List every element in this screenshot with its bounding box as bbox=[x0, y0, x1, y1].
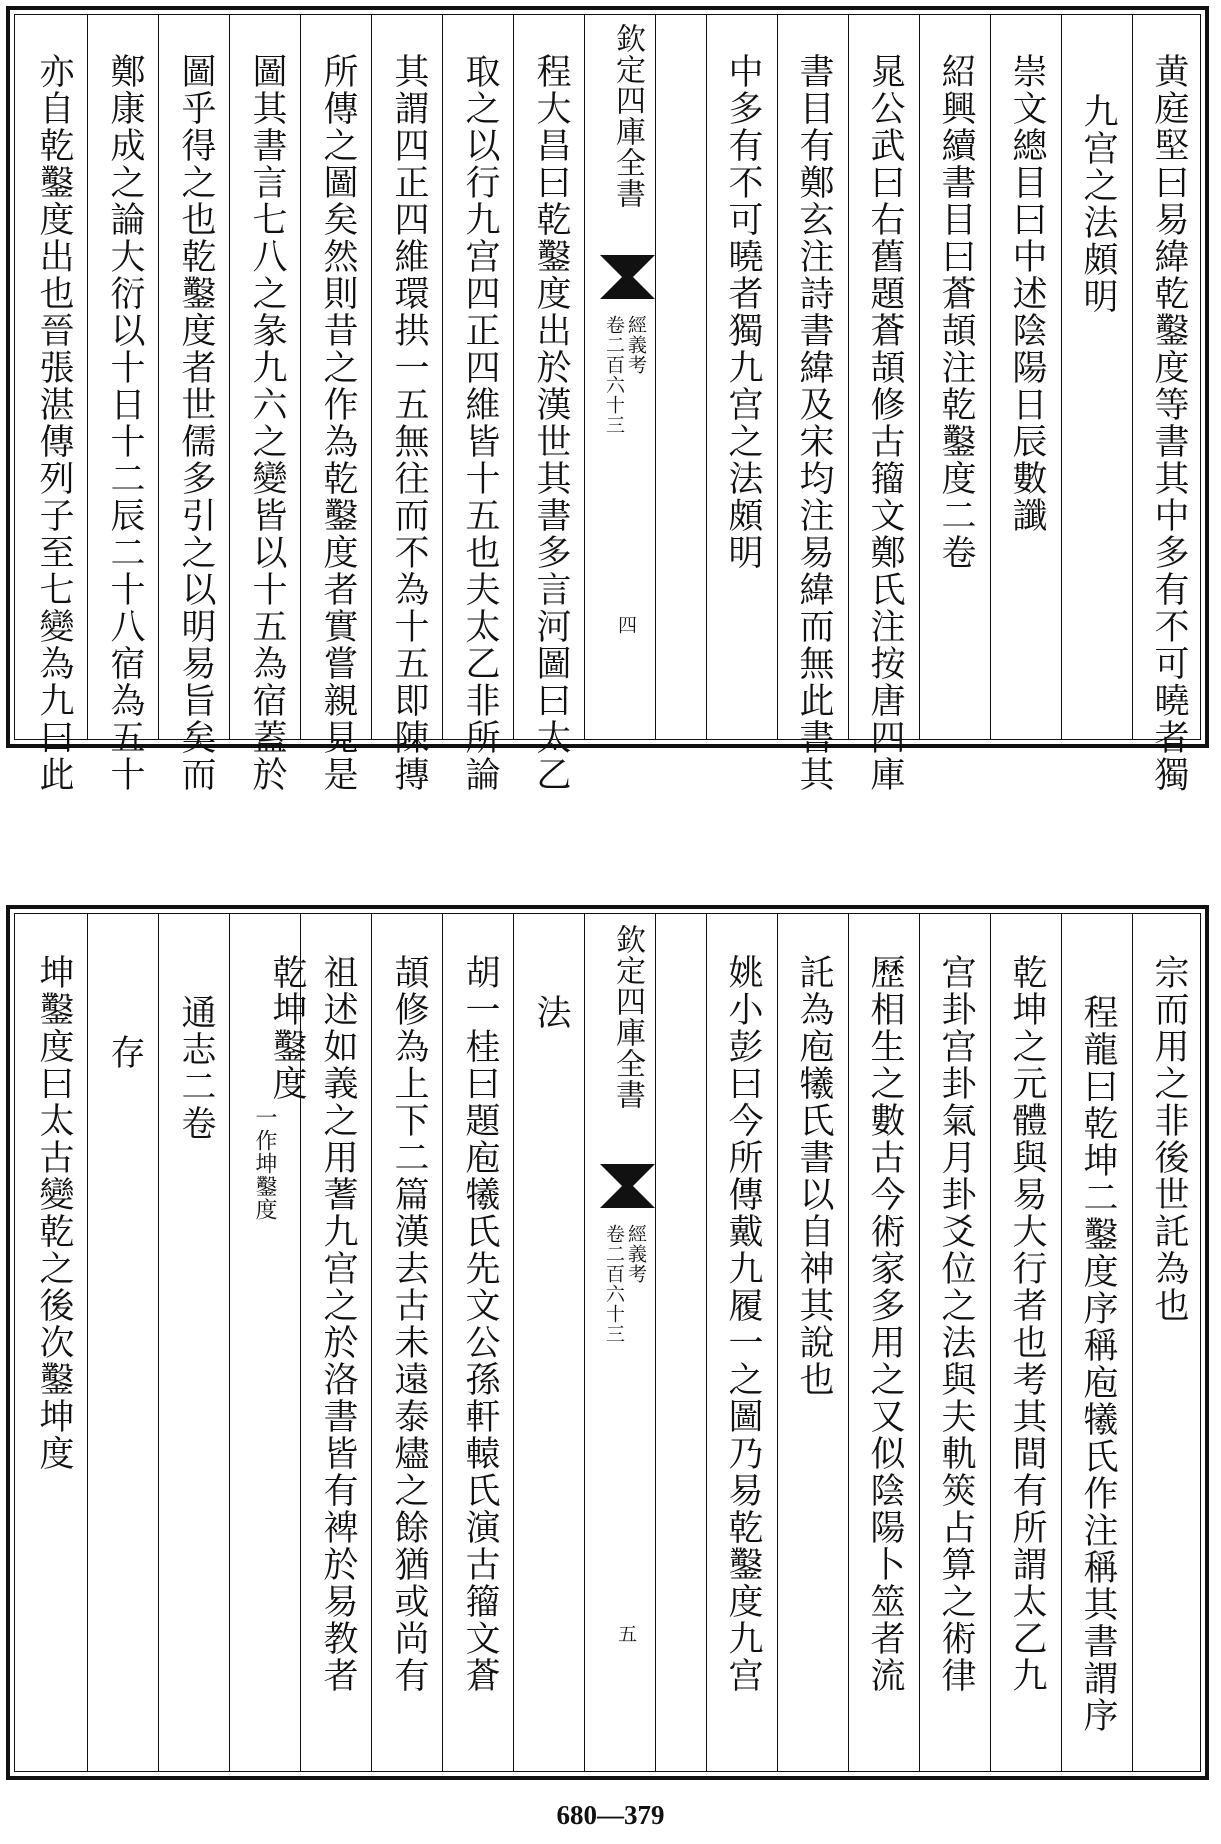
fish-tail-bottom bbox=[600, 277, 655, 299]
gutter-title: 欽定四庫全書 bbox=[610, 23, 645, 209]
column-rule bbox=[442, 15, 443, 739]
column-rule bbox=[919, 914, 920, 1771]
entry-title-group bbox=[249, 954, 320, 1354]
gutter-volume: 卷二百六十三 bbox=[603, 1224, 625, 1344]
column-rule bbox=[848, 914, 849, 1771]
column-rule bbox=[655, 15, 656, 739]
gutter-book: 經義考 bbox=[625, 315, 647, 375]
column-rule bbox=[229, 914, 230, 1771]
column-rule bbox=[87, 15, 88, 739]
text-column: 亦自乾鑿度出也晉張湛傳列子至七變為九曰此 bbox=[34, 53, 74, 793]
column-rule bbox=[371, 914, 372, 1771]
gutter-page: 四 bbox=[615, 615, 637, 635]
text-column: 晁公武曰右舊題蒼頡修古籀文鄭氏注按唐四庫 bbox=[865, 53, 905, 793]
text-column: 鄭康成之論大衍以十日十二辰二十八宿為五十 bbox=[105, 53, 145, 793]
column-rule bbox=[371, 15, 372, 739]
text-column: 託為庖犧氏書以自神其說也 bbox=[794, 954, 834, 1398]
text-column: 圖其書言七八之彖九六之變皆以十五為宿蓋於 bbox=[247, 53, 287, 793]
top-inner-frame bbox=[14, 14, 1201, 793]
top-page bbox=[0, 0, 1221, 793]
text-column: 頡修為上下二篇漢去古未遠泰燼之餘猶或尚有 bbox=[389, 954, 429, 1694]
column-rule bbox=[848, 15, 849, 739]
text-column: 黄庭堅曰易緯乾鑿度等書其中多有不可曉者獨 bbox=[1149, 53, 1189, 793]
text-column: 圖乎得之也乾鑿度者世儒多引之以明易旨矣而 bbox=[176, 53, 216, 793]
fish-tail-top bbox=[600, 1164, 655, 1186]
gutter-volume: 卷二百六十三 bbox=[603, 315, 625, 435]
gutter-book: 經義考 bbox=[625, 1224, 647, 1284]
column-rule bbox=[584, 914, 585, 1771]
entry-title: 乾坤鑿度 bbox=[267, 954, 307, 1102]
column-rule bbox=[990, 15, 991, 739]
text-column: 九宫之法頗明 bbox=[1078, 93, 1118, 315]
column-rule bbox=[1061, 15, 1062, 739]
text-column: 歷相生之數古今術家多用之又似陰陽卜筮者流 bbox=[865, 954, 905, 1694]
column-rule bbox=[706, 15, 707, 739]
column-rule bbox=[1132, 15, 1133, 739]
text-column: 存 bbox=[105, 1034, 145, 1071]
gutter-page: 五 bbox=[615, 1624, 637, 1644]
column-rule bbox=[1061, 914, 1062, 1771]
text-column: 中多有不可曉者獨九宫之法頗明 bbox=[723, 53, 763, 571]
column-rule bbox=[513, 15, 514, 739]
text-column: 所傳之圖矣然則昔之作為乾鑿度者實嘗親見是 bbox=[318, 53, 358, 793]
gutter-title: 欽定四庫全書 bbox=[610, 924, 645, 1110]
column-rule bbox=[513, 914, 514, 1771]
text-column: 坤鑿度曰太古變乾之後次鑿坤度 bbox=[34, 954, 74, 1472]
text-column: 宫卦宫卦氣月卦爻位之法與夫軌筴占算之術律 bbox=[936, 954, 976, 1694]
column-rule bbox=[655, 914, 656, 1771]
text-column: 書目有鄭玄注詩書緯及宋均注易緯而無此書其 bbox=[794, 53, 834, 793]
text-column: 程龍曰乾坤二鑿度序稱庖犧氏作注稱其書謂序 bbox=[1078, 994, 1118, 1734]
column-rule bbox=[919, 15, 920, 739]
column-rule bbox=[584, 15, 585, 739]
top-gutter bbox=[600, 15, 655, 741]
bottom-inner-frame bbox=[14, 913, 1201, 1772]
text-column: 乾坤之元體與易大行者也考其間有所謂太乙九 bbox=[1007, 954, 1047, 1694]
column-rule bbox=[229, 15, 230, 739]
column-rule bbox=[87, 914, 88, 1771]
column-rule bbox=[442, 914, 443, 1771]
text-column: 崇文總目曰中述陰陽日辰數讖 bbox=[1007, 53, 1047, 534]
page-number-footer: 680—379 bbox=[556, 1800, 665, 1830]
text-column: 其謂四正四維環拱一五無往而不為十五即陳摶 bbox=[389, 53, 429, 793]
column-rule bbox=[158, 15, 159, 739]
column-rule bbox=[777, 914, 778, 1771]
column-rule bbox=[1132, 914, 1133, 1771]
column-rule bbox=[990, 914, 991, 1771]
column-rule bbox=[777, 15, 778, 739]
entry-note: 一作坤鑿度 bbox=[252, 1106, 277, 1221]
text-column: 程大昌曰乾鑿度出於漢世其書多言河圖曰太乙 bbox=[531, 53, 571, 793]
column-rule bbox=[158, 914, 159, 1771]
text-column: 祖述如義之用蓍九宫之於洛書皆有裨於易教者 bbox=[318, 954, 358, 1694]
text-column: 紹興續書目曰蒼頡注乾鑿度二卷 bbox=[936, 53, 976, 571]
column-rule bbox=[706, 914, 707, 1771]
text-column: 宗而用之非後世託為也 bbox=[1149, 954, 1189, 1324]
bottom-page bbox=[0, 905, 1221, 1785]
bottom-gutter bbox=[600, 914, 655, 1773]
fish-tail-top bbox=[600, 255, 655, 277]
column-rule bbox=[300, 15, 301, 739]
text-column: 取之以行九宫四正四維皆十五也夫太乙非所論 bbox=[460, 53, 500, 793]
fish-tail-bottom bbox=[600, 1186, 655, 1208]
text-column: 胡一桂曰題庖犧氏先文公孫軒轅氏演古籀文蒼 bbox=[460, 954, 500, 1694]
text-column: 法 bbox=[531, 994, 571, 1031]
text-column: 姚小彭曰今所傳戴九履一之圖乃易乾鑿度九宫 bbox=[723, 954, 763, 1694]
text-column: 通志二卷 bbox=[176, 994, 216, 1142]
